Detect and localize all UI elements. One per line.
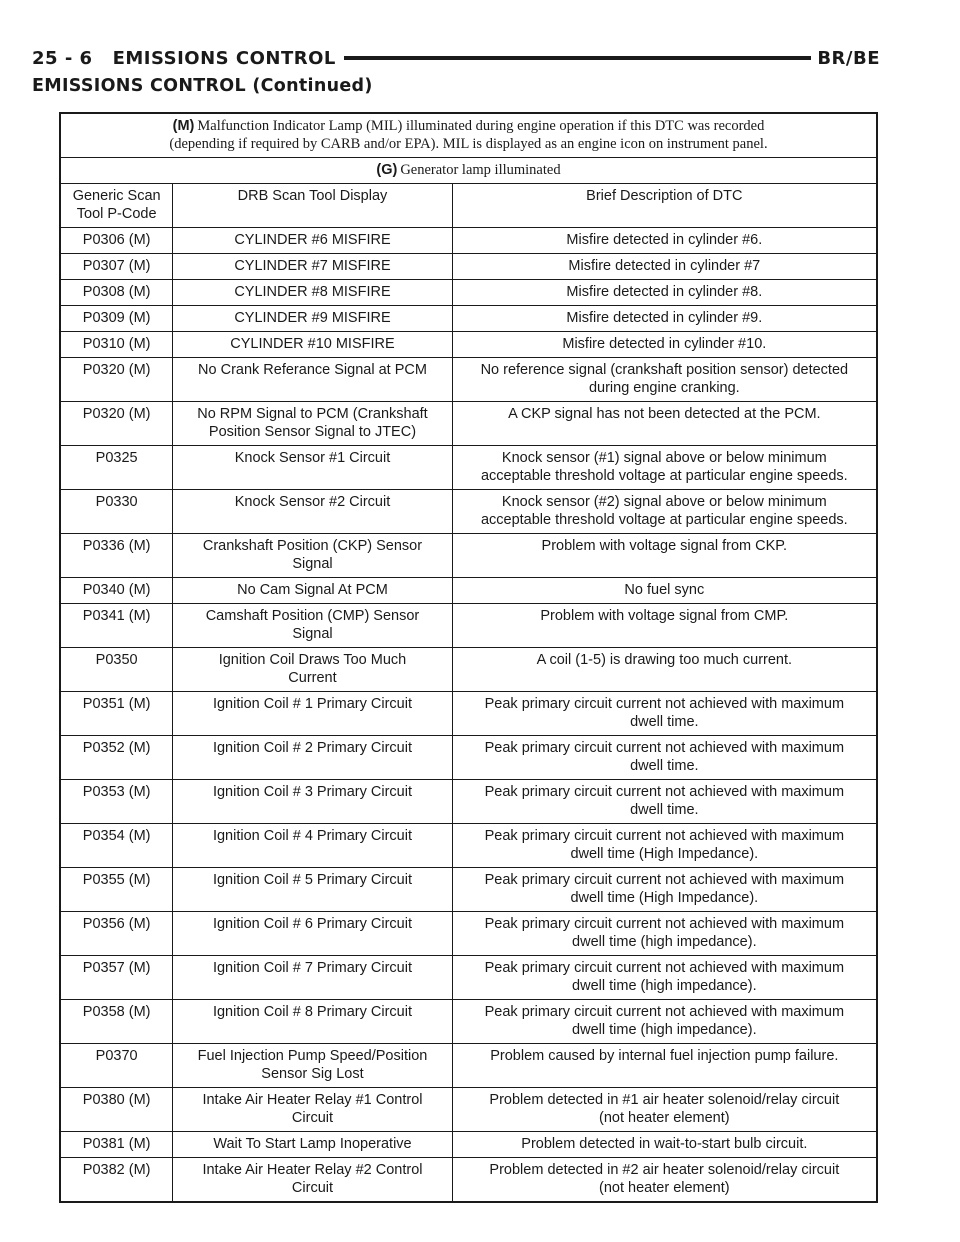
dtc-display-line: Sensor Sig Lost — [261, 1066, 364, 1082]
table-row — [60, 780, 877, 824]
dtc-code-cell: P0336 (M) — [60, 534, 173, 578]
dtc-description-cell — [452, 490, 877, 534]
dtc-table-body — [60, 113, 877, 1202]
dtc-display-line: Ignition Coil # 4 Primary Circuit — [212, 828, 412, 844]
dtc-display-line: CYLINDER #8 MISFIRE — [234, 284, 391, 300]
dtc-display-line: Ignition Coil # 7 Primary Circuit — [212, 960, 412, 976]
dtc-description-line: Problem detected in #1 air heater solenoid/relay circuit — [489, 1092, 840, 1108]
dtc-display-line: Camshaft Position (CMP) Sensor — [205, 608, 420, 624]
dtc-description-cell — [452, 1000, 877, 1044]
dtc-description-line: A CKP signal has not been detected at the PCM. — [508, 406, 821, 422]
dtc-description-cell — [452, 332, 877, 358]
dtc-display-cell — [173, 228, 452, 254]
dtc-display-line: Crankshaft Position (CKP) Sensor — [202, 538, 423, 554]
column-header-code-line2: Tool P-Code — [76, 206, 157, 222]
dtc-display-cell — [173, 912, 452, 956]
table-row — [60, 604, 877, 648]
dtc-description-cell — [452, 358, 877, 402]
table-row — [60, 534, 877, 578]
column-header-code — [60, 184, 173, 228]
dtc-display-cell — [173, 534, 452, 578]
dtc-display-cell — [173, 358, 452, 402]
dtc-code-cell: P0341 (M) — [60, 604, 173, 648]
dtc-display-line: CYLINDER #9 MISFIRE — [234, 310, 391, 326]
dtc-display-line: Intake Air Heater Relay #2 Control — [202, 1162, 423, 1178]
dtc-description-cell — [452, 956, 877, 1000]
dtc-description-line: acceptable threshold voltage at particular engine speeds. — [480, 512, 848, 528]
dtc-display-cell — [173, 490, 452, 534]
table-row — [60, 306, 877, 332]
dtc-display-line: Ignition Coil # 1 Primary Circuit — [212, 696, 412, 712]
table-row — [60, 578, 877, 604]
dtc-description-cell — [452, 306, 877, 332]
dtc-display-cell — [173, 604, 452, 648]
dtc-display-cell — [173, 306, 452, 332]
table-row — [60, 868, 877, 912]
dtc-display-cell — [173, 692, 452, 736]
dtc-description-line: Knock sensor (#2) signal above or below minimum — [501, 494, 827, 510]
dtc-description-cell — [452, 868, 877, 912]
dtc-table — [59, 112, 878, 1203]
dtc-display-cell — [173, 280, 452, 306]
dtc-display-line: Ignition Coil Draws Too Much — [218, 652, 407, 668]
header-rule — [344, 56, 811, 60]
dtc-description-line: Misfire detected in cylinder #7 — [568, 258, 761, 274]
dtc-description-cell — [452, 254, 877, 280]
dtc-code-cell: P0381 (M) — [60, 1132, 173, 1158]
dtc-code-cell: P0330 — [60, 490, 173, 534]
dtc-display-line: Circuit — [291, 1180, 334, 1196]
dtc-display-cell — [173, 736, 452, 780]
dtc-display-line: Circuit — [291, 1110, 334, 1126]
table-row — [60, 1088, 877, 1132]
dtc-code-cell: P0358 (M) — [60, 1000, 173, 1044]
mil-note-line1: Malfunction Indicator Lamp (MIL) illuminated during engine operation if this DTC was recorded — [197, 118, 765, 134]
column-header-row — [60, 184, 877, 228]
dtc-display-cell — [173, 868, 452, 912]
mil-note-tag: (M) — [172, 118, 195, 134]
table-row — [60, 824, 877, 868]
dtc-code-cell: P0340 (M) — [60, 578, 173, 604]
dtc-description-cell — [452, 1132, 877, 1158]
dtc-description-cell — [452, 1158, 877, 1203]
dtc-description-line: Peak primary circuit current not achieved with maximum — [484, 740, 845, 756]
dtc-code-cell: P0320 (M) — [60, 402, 173, 446]
dtc-display-line: Fuel Injection Pump Speed/Position — [197, 1048, 428, 1064]
dtc-display-line: Intake Air Heater Relay #1 Control — [202, 1092, 423, 1108]
table-row — [60, 1000, 877, 1044]
section-name: EMISSIONS CONTROL — [112, 47, 336, 69]
dtc-display-cell — [173, 1088, 452, 1132]
dtc-description-line: Peak primary circuit current not achieved with maximum — [484, 1004, 845, 1020]
dtc-description-line: Problem with voltage signal from CMP. — [540, 608, 789, 624]
dtc-code-cell: P0353 (M) — [60, 780, 173, 824]
dtc-code-cell: P0320 (M) — [60, 358, 173, 402]
dtc-description-line: Peak primary circuit current not achieved with maximum — [484, 784, 845, 800]
dtc-code-cell: P0370 — [60, 1044, 173, 1088]
dtc-description-line: Problem detected in wait-to-start bulb circuit. — [521, 1136, 808, 1152]
dtc-description-line: Peak primary circuit current not achieved with maximum — [484, 916, 845, 932]
dtc-display-line: No Crank Referance Signal at PCM — [198, 362, 427, 378]
dtc-description-line: dwell time. — [630, 758, 699, 774]
dtc-description-cell — [452, 736, 877, 780]
dtc-description-cell — [452, 912, 877, 956]
dtc-code-cell: P0350 — [60, 648, 173, 692]
dtc-description-cell — [452, 446, 877, 490]
dtc-display-cell — [173, 578, 452, 604]
gen-note — [60, 158, 877, 184]
model-code: BR/BE — [817, 47, 880, 69]
dtc-display-line: No Cam Signal At PCM — [237, 582, 388, 598]
table-row — [60, 332, 877, 358]
table-row — [60, 1044, 877, 1088]
dtc-description-line: Misfire detected in cylinder #9. — [566, 310, 763, 326]
dtc-code-cell: P0309 (M) — [60, 306, 173, 332]
dtc-description-line: dwell time (high impedance). — [572, 934, 757, 950]
dtc-code-cell: P0354 (M) — [60, 824, 173, 868]
dtc-code-cell: P0357 (M) — [60, 956, 173, 1000]
dtc-display-cell — [173, 446, 452, 490]
dtc-description-line: Misfire detected in cylinder #8. — [566, 284, 763, 300]
dtc-display-cell — [173, 780, 452, 824]
dtc-display-cell — [173, 254, 452, 280]
dtc-description-cell — [452, 1044, 877, 1088]
table-row — [60, 736, 877, 780]
dtc-code-cell: P0325 — [60, 446, 173, 490]
dtc-display-line: Ignition Coil # 2 Primary Circuit — [212, 740, 412, 756]
dtc-display-line: Signal — [292, 556, 333, 572]
table-row — [60, 228, 877, 254]
table-row — [60, 446, 877, 490]
page-number: 25 - 6 — [32, 47, 93, 69]
dtc-display-cell — [173, 824, 452, 868]
dtc-description-line: A coil (1-5) is drawing too much current. — [536, 652, 793, 668]
dtc-display-line: No RPM Signal to PCM (Crankshaft — [197, 406, 428, 422]
dtc-description-line: (not heater element) — [599, 1110, 730, 1126]
dtc-description-cell — [452, 280, 877, 306]
dtc-description-line: dwell time. — [630, 802, 699, 818]
table-row — [60, 490, 877, 534]
dtc-description-line: Peak primary circuit current not achieved with maximum — [484, 696, 845, 712]
table-row — [60, 402, 877, 446]
table-row — [60, 254, 877, 280]
dtc-description-line: No fuel sync — [624, 582, 705, 598]
dtc-description-line: Problem caused by internal fuel injection pump failure. — [490, 1048, 839, 1064]
dtc-description-line: No reference signal (crankshaft position sensor) detected — [480, 362, 849, 378]
dtc-display-line: Knock Sensor #1 Circuit — [234, 450, 391, 466]
gen-note-row — [60, 158, 877, 184]
dtc-description-line: (not heater element) — [599, 1180, 730, 1196]
dtc-code-cell: P0310 (M) — [60, 332, 173, 358]
column-header-display: DRB Scan Tool Display — [173, 184, 452, 228]
dtc-description-cell — [452, 780, 877, 824]
dtc-display-line: Ignition Coil # 6 Primary Circuit — [212, 916, 412, 932]
dtc-description-line: dwell time (high impedance). — [572, 1022, 757, 1038]
dtc-code-cell: P0307 (M) — [60, 254, 173, 280]
dtc-description-cell — [452, 648, 877, 692]
dtc-description-line: dwell time (High Impedance). — [570, 890, 759, 906]
dtc-display-line: Position Sensor Signal to JTEC) — [208, 424, 417, 440]
dtc-description-line: Problem with voltage signal from CKP. — [541, 538, 788, 554]
table-row — [60, 956, 877, 1000]
dtc-display-line: Current — [288, 670, 337, 686]
table-row — [60, 280, 877, 306]
dtc-description-cell — [452, 604, 877, 648]
dtc-display-cell — [173, 1044, 452, 1088]
dtc-display-line: Ignition Coil # 8 Primary Circuit — [212, 1004, 412, 1020]
table-row — [60, 912, 877, 956]
dtc-description-line: dwell time. — [630, 714, 699, 730]
dtc-code-cell: P0308 (M) — [60, 280, 173, 306]
dtc-description-line: Problem detected in #2 air heater solenoid/relay circuit — [489, 1162, 840, 1178]
dtc-display-cell — [173, 332, 452, 358]
table-row — [60, 1132, 877, 1158]
dtc-display-cell — [173, 648, 452, 692]
dtc-display-line: Wait To Start Lamp Inoperative — [213, 1136, 412, 1152]
dtc-description-cell — [452, 402, 877, 446]
dtc-display-line: CYLINDER #7 MISFIRE — [234, 258, 391, 274]
dtc-description-cell — [452, 1088, 877, 1132]
dtc-display-line: Ignition Coil # 3 Primary Circuit — [212, 784, 412, 800]
dtc-description-line: during engine cranking. — [588, 380, 740, 396]
table-row — [60, 692, 877, 736]
dtc-display-line: CYLINDER #6 MISFIRE — [234, 232, 391, 248]
dtc-display-line: CYLINDER #10 MISFIRE — [230, 336, 395, 352]
dtc-description-cell — [452, 824, 877, 868]
table-row — [60, 1158, 877, 1203]
gen-note-tag: (G) — [376, 162, 398, 178]
section-title: EMISSIONS CONTROL (Continued) — [32, 76, 373, 96]
dtc-code-cell: P0356 (M) — [60, 912, 173, 956]
dtc-display-cell — [173, 1158, 452, 1203]
dtc-code-cell: P0382 (M) — [60, 1158, 173, 1203]
column-header-code-line1: Generic Scan — [72, 188, 161, 204]
dtc-description-cell — [452, 692, 877, 736]
dtc-code-cell: P0351 (M) — [60, 692, 173, 736]
dtc-code-cell: P0352 (M) — [60, 736, 173, 780]
dtc-description-line: Peak primary circuit current not achieved with maximum — [484, 960, 845, 976]
dtc-display-cell — [173, 1000, 452, 1044]
dtc-display-cell — [173, 402, 452, 446]
dtc-description-line: Knock sensor (#1) signal above or below minimum — [501, 450, 827, 466]
dtc-description-cell — [452, 578, 877, 604]
mil-note-row — [60, 113, 877, 158]
dtc-display-line: Signal — [292, 626, 333, 642]
column-header-description: Brief Description of DTC — [452, 184, 877, 228]
dtc-description-cell — [452, 228, 877, 254]
dtc-description-line: Peak primary circuit current not achieved with maximum — [484, 872, 845, 888]
dtc-description-line: Misfire detected in cylinder #10. — [562, 336, 767, 352]
table-row — [60, 358, 877, 402]
dtc-code-cell: P0380 (M) — [60, 1088, 173, 1132]
dtc-display-line: Knock Sensor #2 Circuit — [234, 494, 391, 510]
dtc-display-cell — [173, 956, 452, 1000]
gen-note-text: Generator lamp illuminated — [400, 162, 561, 178]
dtc-code-cell: P0306 (M) — [60, 228, 173, 254]
dtc-display-line: Ignition Coil # 5 Primary Circuit — [212, 872, 412, 888]
dtc-display-cell — [173, 1132, 452, 1158]
dtc-description-line: Peak primary circuit current not achieved with maximum — [484, 828, 845, 844]
table-row — [60, 648, 877, 692]
dtc-description-line: Misfire detected in cylinder #6. — [566, 232, 763, 248]
mil-note — [60, 113, 877, 158]
dtc-description-cell — [452, 534, 877, 578]
dtc-description-line: acceptable threshold voltage at particular engine speeds. — [480, 468, 848, 484]
mil-note-line2: (depending if required by CARB and/or EPA). MIL is displayed as an engine icon on instrument panel. — [169, 136, 768, 152]
dtc-description-line: dwell time (high impedance). — [572, 978, 757, 994]
dtc-description-line: dwell time (High Impedance). — [570, 846, 759, 862]
page-header — [32, 44, 880, 72]
dtc-code-cell: P0355 (M) — [60, 868, 173, 912]
